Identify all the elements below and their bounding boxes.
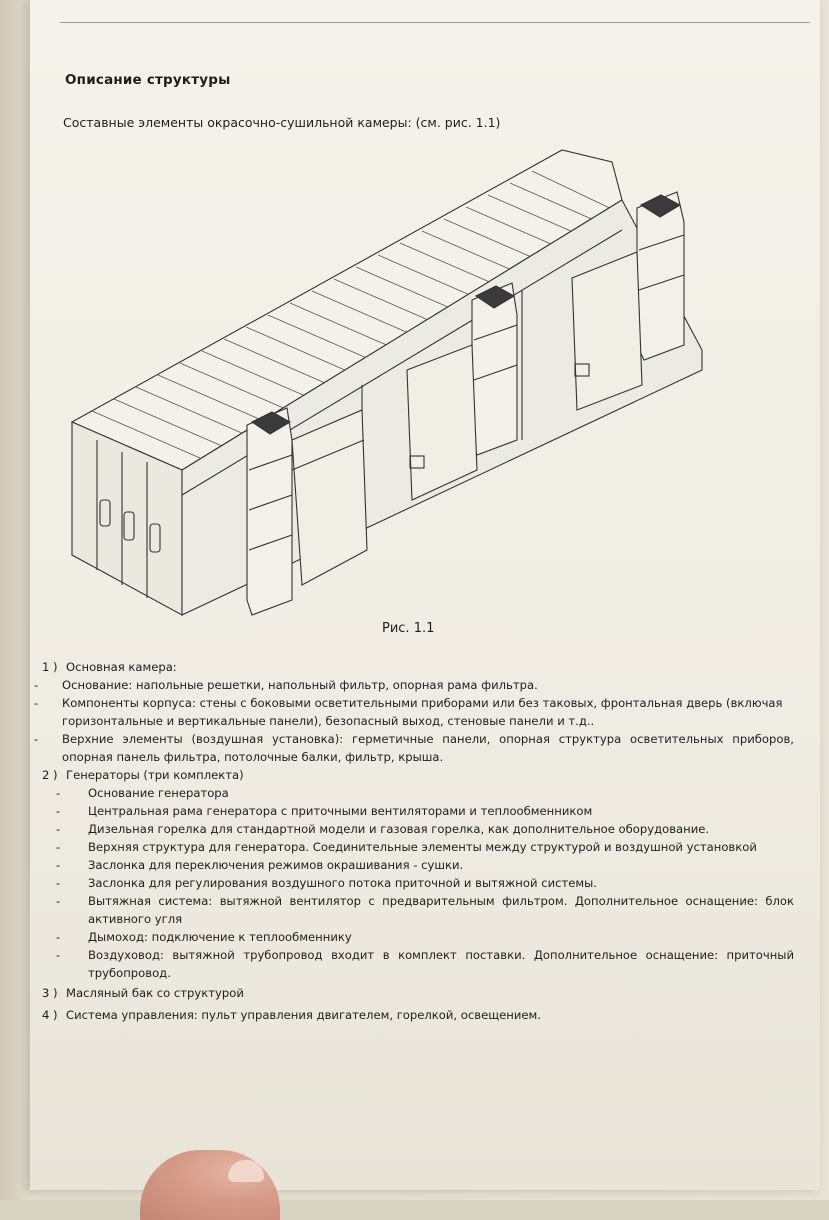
section-subheading: Составные элементы окрасочно-сушильной камеры: (см. рис. 1.1) xyxy=(63,115,501,130)
list-item: - Верхняя структура для генератора. Соединительные элементы между структурой и воздушной установкой xyxy=(56,840,757,854)
section-2-title: 2 ) Генераторы (три комплекта) xyxy=(42,768,244,782)
components-list xyxy=(34,658,794,1024)
list-item: - Дымоход: подключение к теплообменнику xyxy=(56,930,352,944)
list-item: - Воздуховод: вытяжной трубопровод входит в комплект поставки. Дополнительное оснащение: приточный трубопровод. xyxy=(56,948,794,980)
list-item: - Дизельная горелка для стандартной модели и газовая горелка, как дополнительное оборудование. xyxy=(56,822,710,836)
section-1-title: 1 ) Основная камера: xyxy=(42,660,177,674)
figure-caption: Рис. 1.1 xyxy=(382,621,435,636)
section-3-title: 3 ) Масляный бак со структурой xyxy=(42,986,244,1000)
list-item: - Верхние элементы (воздушная установка): герметичные панели, опорная структура осветительных приборов, опорная панель фильтра, потолочные балки, фильтр, крыша. xyxy=(34,732,794,764)
document-page xyxy=(30,0,820,1190)
list-item: - Основание генератора xyxy=(56,786,229,800)
list-item: - Вытяжная система: вытяжной вентилятор с предварительным фильтром. Дополнительное оснащение: блок активного угля xyxy=(56,894,794,926)
section-4-title: 4 ) Система управления: пульт управления двигателем, горелкой, освещением. xyxy=(42,1008,541,1022)
list-item: - Основание: напольные решетки, напольный фильтр, опорная рама фильтра. xyxy=(34,678,538,692)
section-heading: Описание структуры xyxy=(65,72,231,88)
list-item: - Заслонка для переключения режимов окрашивания - сушки. xyxy=(56,858,464,872)
list-item: - Центральная рама генератора с приточными вентиляторами и теплообменником xyxy=(56,804,593,818)
header-rule xyxy=(60,22,810,23)
generator-list xyxy=(34,784,794,982)
list-item: - Заслонка для регулирования воздушного потока приточной и вытяжной системы. xyxy=(56,876,597,890)
paint-booth-illustration xyxy=(52,140,712,620)
list-item: - Компоненты корпуса: стены с боковыми осветительными приборами или без таковых, фронтальная дверь (включая горизонтальные и вертикальные панели), безопасный выход, стеновые панели и т.д.. xyxy=(34,696,783,728)
